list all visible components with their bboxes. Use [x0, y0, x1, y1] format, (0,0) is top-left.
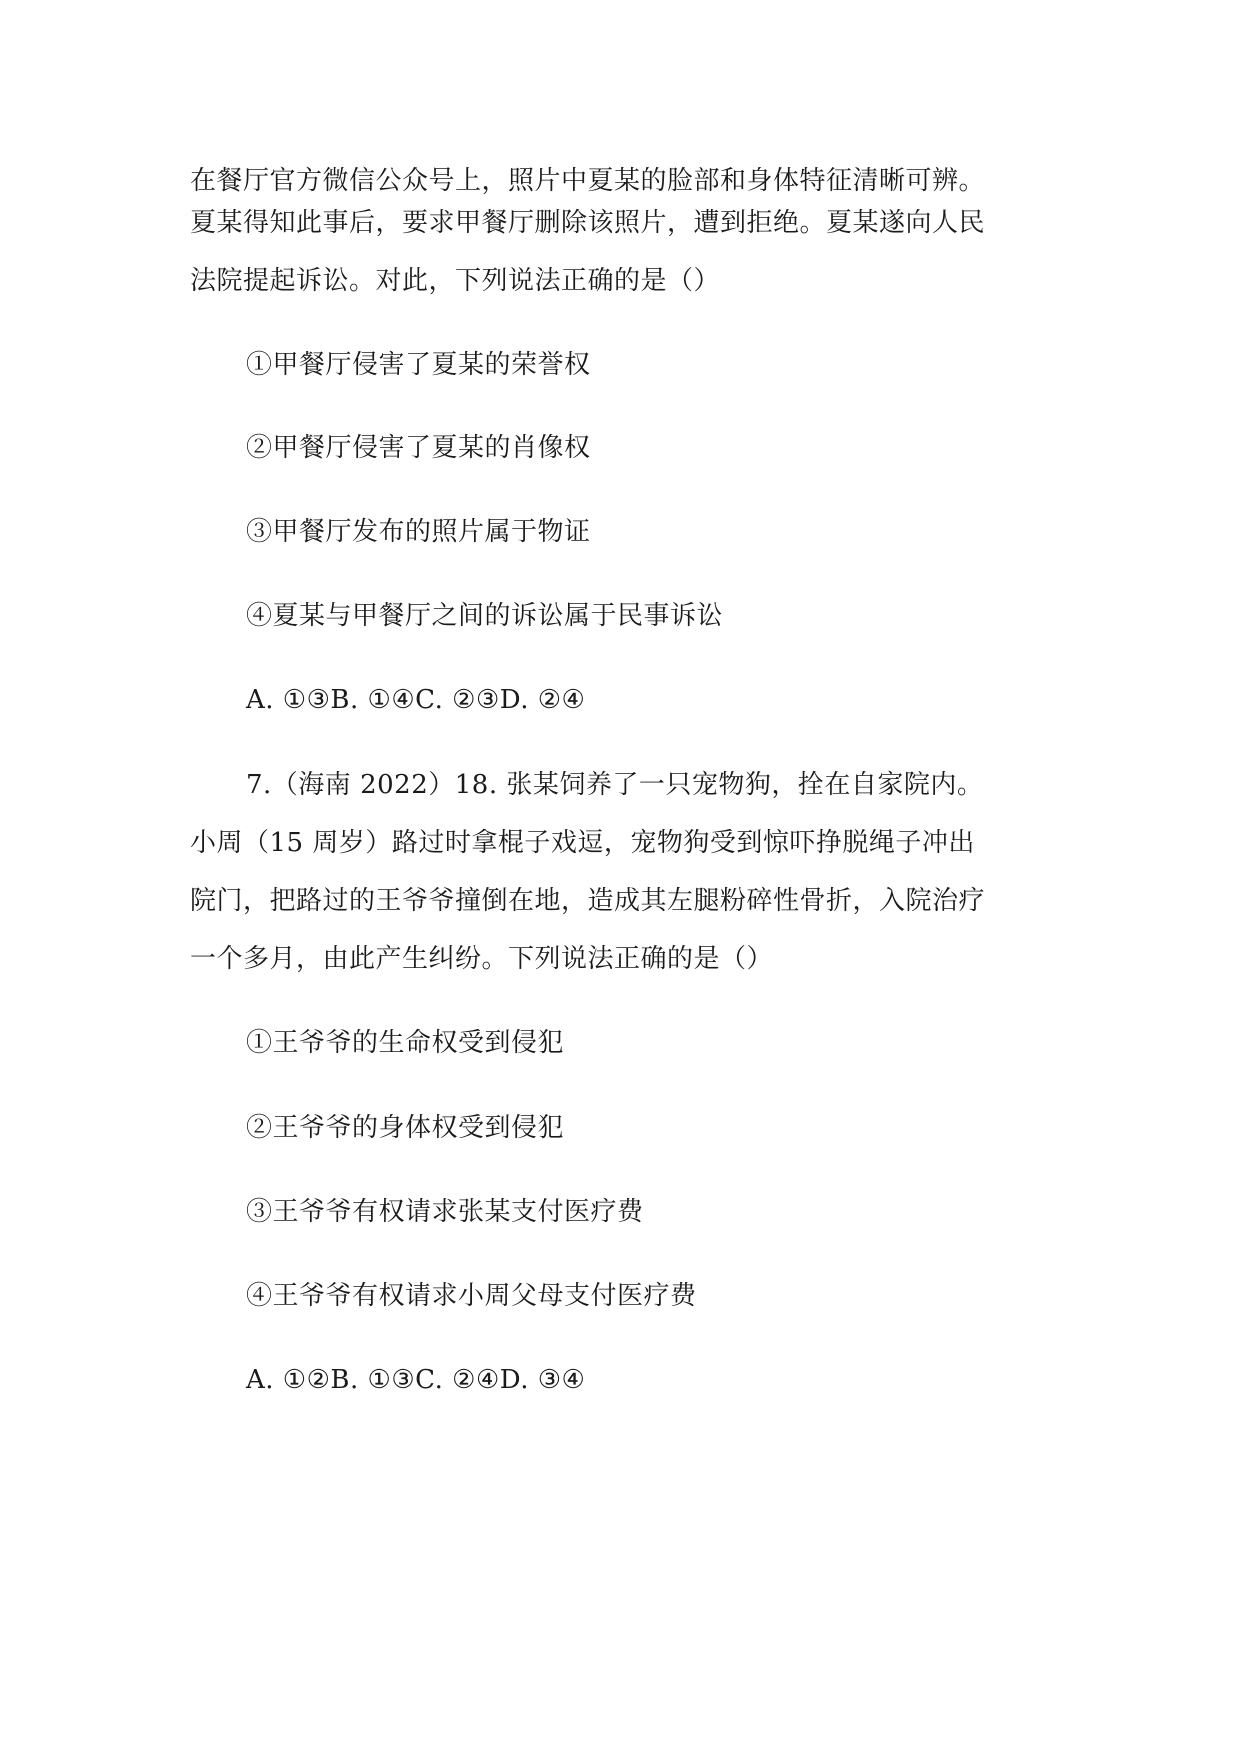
q6-option-4: ④夏某与甲餐厅之间的诉讼属于民事诉讼: [246, 601, 724, 631]
q6-answer-choices: A. ①③B. ①④C. ②③D. ②④: [246, 685, 586, 715]
q7-option-1: ①王爷爷的生命权受到侵犯: [246, 1028, 565, 1058]
q7-option-3: ③王爷爷有权请求张某支付医疗费: [246, 1197, 644, 1227]
q7-stem-line-3: 院门，把路过的王爷爷撞倒在地，造成其左腿粉碎性骨折，入院治疗: [190, 886, 986, 916]
q7-stem-line-4: 一个多月，由此产生纠纷。下列说法正确的是（）: [190, 944, 774, 974]
q7-option-4: ④王爷爷有权请求小周父母支付医疗费: [246, 1281, 697, 1311]
q6-stem-line-2: 夏某得知此事后，要求甲餐厅删除该照片，遭到拒绝。夏某遂向人民: [190, 208, 986, 238]
q6-stem-line-1: 在餐厅官方微信公众号上，照片中夏某的脸部和身体特征清晰可辨。: [190, 166, 986, 196]
q7-stem-line-2: 小周（15 周岁）路过时拿棍子戏逗，宠物狗受到惊吓挣脱绳子冲出: [190, 828, 975, 858]
q7-option-2: ②王爷爷的身体权受到侵犯: [246, 1113, 565, 1143]
q7-stem-line-1: 7.（海南 2022）18. 张某饲养了一只宠物狗，拴在自家院内。: [246, 770, 984, 800]
q6-option-2: ②甲餐厅侵害了夏某的肖像权: [246, 433, 591, 463]
q7-answer-choices: A. ①②B. ①③C. ②④D. ③④: [246, 1365, 586, 1395]
q6-option-3: ③甲餐厅发布的照片属于物证: [246, 517, 591, 547]
q6-stem-line-3: 法院提起诉讼。对此，下列说法正确的是（）: [190, 266, 721, 296]
q6-option-1: ①甲餐厅侵害了夏某的荣誉权: [246, 350, 591, 380]
